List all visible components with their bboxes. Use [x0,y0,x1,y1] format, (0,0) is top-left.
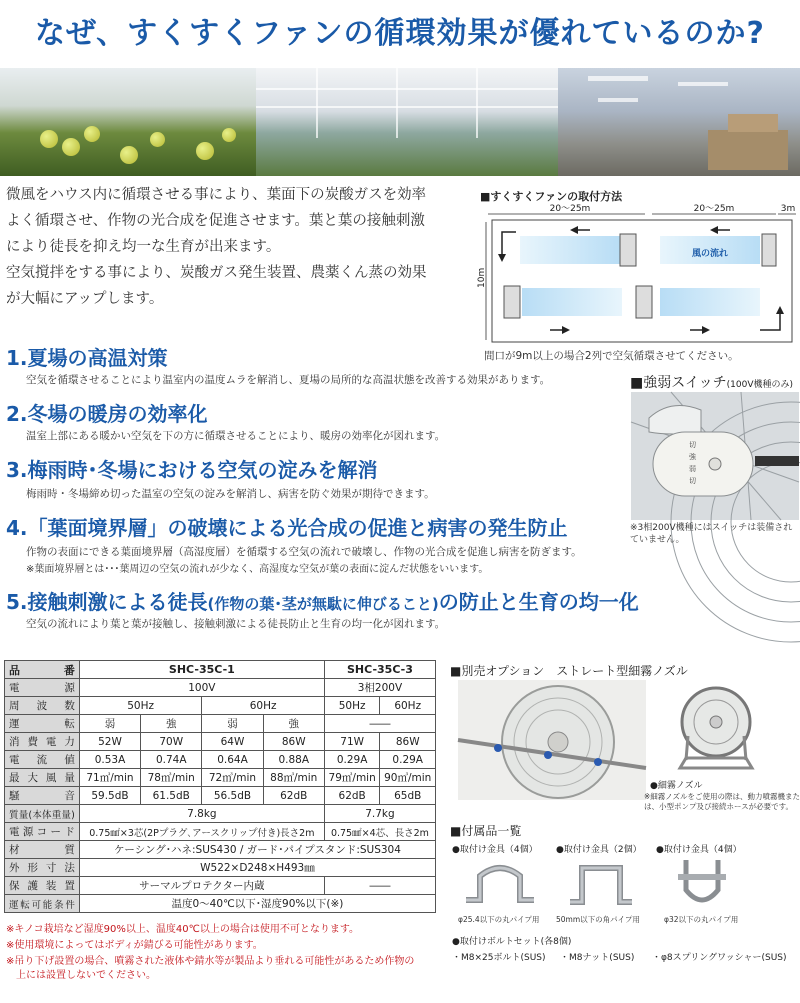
spec-table: 品 番 SHC-35C-1 SHC-35C-3 電 源 100V 3相200V 周 波 数 50Hz 60Hz 50Hz 60Hz 運 転 弱 強 弱 強 ―― 消 費 電 力 52W 70W 64W 86W 71W 86W 電 流 値 0.53A 0.74A 0.64A 0.88A 0.29A 0.29A 最 大 風 量 71㎥/min 78㎥/min 72㎥/min 88㎥/min 79㎥/min 90㎥/min 騒 音 59.5dB 61.5dB 56.5dB 62dB 62dB 65dB 質量(本体重量) 7.8kg 7.7kg 電 源 コ ー ド 0.75㎟×3芯(2Pプラグ､アースクリップ付き)長さ2m 0.75㎟×4芯、長さ2m 材 質 ケーシング･ハネ:SUS430 / ガード･パイプスタンド:SUS304 外 形 寸 法 W522×D248×H493㎜ 保 護 装 置 サーマルプロテクター内蔵 ―― 運転可能条件 温度0～40℃以下･湿度90%以下(※) [4,660,436,913]
accessory-1-label: ●取付け金具（4個） [452,845,538,855]
accessory-3-caption: φ32以下の丸パイプ用 [664,915,739,924]
section-2-desc: 温室上部にある暖かい空気を下の方に循環させることにより、暖房の効率化が図れます。 [26,430,446,442]
warehouse-photo [558,68,800,176]
mist-nozzle-photo [458,680,646,800]
diagram-note: 間口が9m以上の場合2列で空気循環させてください。 [484,350,739,362]
section-1-heading: 1.夏場の高温対策 [6,346,168,370]
dim-side: 10m [477,267,487,288]
warning-4: 上には設置しないでください。 [6,970,156,981]
switch-note: ※3相200V機種にはスイッチは装備されていません。 [630,523,793,545]
bolt-1: ・M8×25ボルト(SUS) [452,953,546,963]
mist-nozzle-fan-photo [666,680,766,772]
dim-3: 3m [780,204,796,214]
accessories-title: ■付属品一覧 [450,824,522,838]
section-4-note: ※葉面境界層とは･･･葉周辺の空気の流れが少なく、高湿度な空気が葉の表面に淀んだ状態をいいます。 [26,564,489,575]
switch-photo [631,392,799,520]
bolt-set-title: ●取付けボルトセット(各8個) [452,937,572,947]
accessory-3-label: ●取付け金具（4個） [656,845,742,855]
bracket-square-icon [566,856,636,912]
u-bolt-icon [672,856,732,912]
section-3-desc: 梅雨時・冬場締め切った温室の空気の淀みを解消し、病害を防ぐ効果が期待できます。 [26,488,435,500]
accessory-2-caption: 50mm以下の角パイプ用 [556,915,640,924]
accessory-1-caption: φ25.4以下の丸パイプ用 [458,915,540,924]
section-3-heading: 3.梅雨時･冬場における空気の淀みを解消 [6,458,378,482]
warning-2: ※使用環境によってはボディが錆びる可能性があります。 [6,940,263,951]
diagram-title: ■すくすくファンの取付方法 [480,190,623,203]
bracket-round-icon [460,856,540,912]
dim-1: 20～25m [549,204,591,214]
bolt-3: ・φ8スプリングワッシャー(SUS) [652,953,787,963]
section-5-heading: 5.接触刺激による徒長(作物の葉･茎が無駄に伸びること)の防止と生育の均一化 [6,590,639,614]
accessory-2-label: ●取付け金具（2個） [556,845,642,855]
mist-nozzle-label: ●細霧ノズル [650,781,703,791]
switch-label-2: 強 [689,453,696,461]
warning-1: ※キノコ栽培など湿度90%以上、温度40℃以上の場合は使用不可となります。 [6,924,360,935]
switch-label-3: 弱 [689,465,696,473]
citrus-photo [0,68,256,176]
dim-2: 20～25m [693,204,735,214]
flow-label: 風の流れ [691,249,729,259]
switch-title: ■強弱スイッチ(100V機種のみ) [630,375,794,391]
section-5-desc: 空気の流れにより葉と葉が接触し、接触刺激による徒長防止と生育の均一化が図れます。 [26,618,446,630]
section-4-desc: 作物の表面にできる葉面境界層（高湿度層）を循環する空気の流れで破壊し、作物の光合成を促進し病害を防ぎます。 [26,546,582,558]
switch-label-1: 切 [689,441,696,449]
option-title: ■別売オプション ストレート型細霧ノズル [450,664,688,678]
section-1-desc: 空気を循環させることにより温室内の温度ムラを解消し、夏場の局所的な高温状態を改善する効果があります。 [26,374,551,386]
spec-label: 品 番 [5,661,80,679]
intro-text: 微風をハウス内に循環させる事により、葉面下の炭酸ガスを効率 よく循環させ、作物の光合成を促進させます。葉と葉の接触刺激 により徒長を抑え均一な生育が出来ます。 空気撹拌をする事により、炭酸ガス発生装置、農薬くん蒸の効果 が大幅にアップします。 [6,187,427,307]
bolt-2: ・M8ナット(SUS) [560,953,635,963]
switch-label-4: 切 [689,477,696,485]
section-2-heading: 2.冬場の暖房の効率化 [6,402,208,426]
warning-3: ※吊り下げ設置の場合、噴霧された液体や錆水等が製品より垂れる可能性があるため作物の [6,956,415,967]
mist-nozzle-note: ※細霧ノズルをご使用の際は、動力噴霧機または、小型ポンプ及び接続ホースが必要です。 [644,792,800,811]
section-4-heading: 4.「葉面境界層」の破壊による光合成の促進と病害の発生防止 [6,516,568,540]
header-photos [0,68,800,176]
page-title: なぜ、すくすくファンの循環効果が優れているのか? [35,16,765,51]
greenhouse-photo [256,68,558,176]
installation-diagram [477,200,796,348]
